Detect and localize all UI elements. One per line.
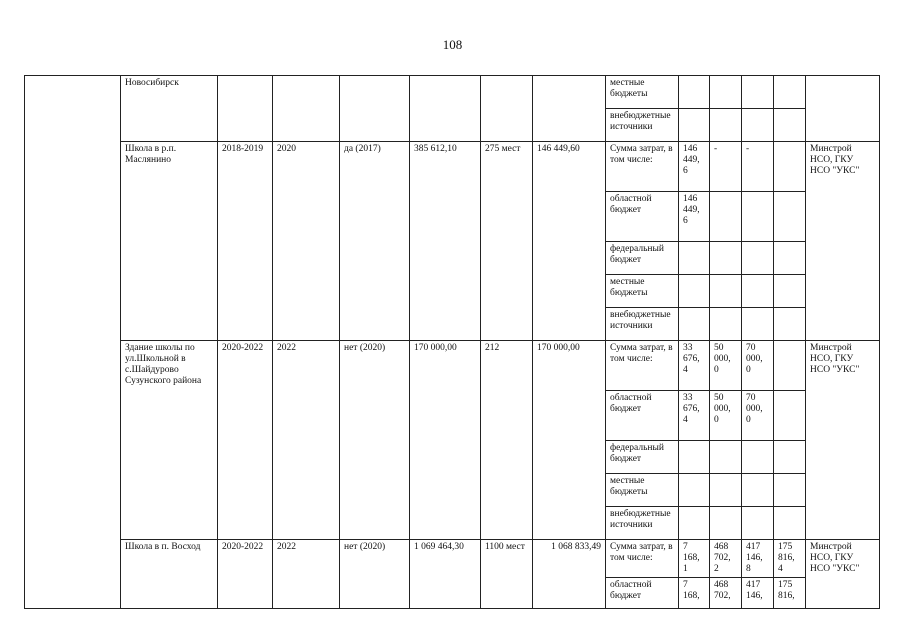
start-period-cell: 2020-2022	[218, 540, 273, 609]
amount-year-2-cell	[710, 474, 742, 507]
funding-source-cell: внебюджетные источники	[606, 109, 679, 142]
amount-year-2-cell	[710, 192, 742, 242]
funding-source-cell: областной бюджет	[606, 391, 679, 441]
finish-year-cell	[273, 76, 340, 142]
remaining-cost-cell: 170 000,00	[533, 341, 606, 540]
responsible-cell: Минстрой НСО, ГКУ НСО "УКС"	[806, 142, 880, 341]
amount-year-4-cell: 175 816,	[774, 578, 806, 609]
amount-year-4-cell	[774, 242, 806, 275]
amount-year-2-cell	[710, 507, 742, 540]
table-row	[25, 540, 880, 578]
amount-year-2-cell	[710, 441, 742, 474]
amount-year-4-cell	[774, 109, 806, 142]
remaining-cost-cell: 146 449,60	[533, 142, 606, 341]
amount-year-4-cell	[774, 192, 806, 242]
remaining-cost-cell: 1 068 833,49	[533, 540, 606, 609]
amount-year-4-cell	[774, 341, 806, 391]
amount-year-3-cell	[742, 242, 774, 275]
page-number: 108	[442, 37, 463, 52]
amount-year-1-cell	[679, 242, 710, 275]
start-period-cell: 2018-2019	[218, 142, 273, 341]
funding-source-cell: местные бюджеты	[606, 474, 679, 507]
capacity-cell	[481, 76, 533, 142]
amount-year-1-cell: 33 676, 4	[679, 391, 710, 441]
capacity-cell: 1100 мест	[481, 540, 533, 609]
funding-source-cell: внебюджетные источники	[606, 507, 679, 540]
amount-year-3-cell: 70 000, 0	[742, 391, 774, 441]
object-name-cell: Школа в р.п. Маслянино	[121, 142, 218, 341]
design-flag-cell: да (2017)	[340, 142, 410, 341]
amount-year-1-cell	[679, 474, 710, 507]
amount-year-3-cell: 70 000, 0	[742, 341, 774, 391]
amount-year-2-cell: -	[710, 142, 742, 192]
funding-source-cell: Сумма затрат, в том числе:	[606, 341, 679, 391]
amount-year-2-cell	[710, 242, 742, 275]
estimated-cost-cell: 170 000,00	[410, 341, 481, 540]
table-body	[25, 76, 880, 609]
amount-year-2-cell	[710, 109, 742, 142]
amount-year-4-cell	[774, 308, 806, 341]
amount-year-1-cell: 146 449, 6	[679, 192, 710, 242]
amount-year-1-cell: 146 449, 6	[679, 142, 710, 192]
estimated-cost-cell: 1 069 464,30	[410, 540, 481, 609]
amount-year-2-cell	[710, 275, 742, 308]
amount-year-4-cell	[774, 275, 806, 308]
amount-year-2-cell: 50 000, 0	[710, 341, 742, 391]
object-name-cell: Новосибирск	[121, 76, 218, 142]
finish-year-cell: 2020	[273, 142, 340, 341]
funding-source-cell: Сумма затрат, в том числе:	[606, 540, 679, 578]
remaining-cost-cell	[533, 76, 606, 142]
amount-year-4-cell	[774, 76, 806, 109]
funding-source-cell: областной бюджет	[606, 578, 679, 609]
index-column-cell	[25, 76, 121, 609]
funding-source-cell: местные бюджеты	[606, 76, 679, 109]
amount-year-3-cell	[742, 76, 774, 109]
design-flag-cell	[340, 76, 410, 142]
responsible-cell: Минстрой НСО, ГКУ НСО "УКС"	[806, 540, 880, 609]
capacity-cell: 275 мест	[481, 142, 533, 341]
amount-year-1-cell: 33 676, 4	[679, 341, 710, 391]
amount-year-2-cell	[710, 76, 742, 109]
amount-year-1-cell	[679, 507, 710, 540]
amount-year-1-cell	[679, 109, 710, 142]
amount-year-3-cell	[742, 507, 774, 540]
finish-year-cell: 2022	[273, 540, 340, 609]
amount-year-1-cell	[679, 76, 710, 109]
amount-year-1-cell	[679, 441, 710, 474]
funding-source-cell: федеральный бюджет	[606, 441, 679, 474]
design-flag-cell: нет (2020)	[340, 341, 410, 540]
table-row	[25, 341, 880, 391]
amount-year-3-cell	[742, 192, 774, 242]
funding-source-cell: областной бюджет	[606, 192, 679, 242]
object-name-cell: Здание школы по ул.Школьной в с.Шайдурово Сузунского района	[121, 341, 218, 540]
amount-year-2-cell: 468 702, 2	[710, 540, 742, 578]
amount-year-1-cell	[679, 275, 710, 308]
investment-table	[24, 75, 880, 609]
table-row	[25, 76, 880, 109]
amount-year-4-cell	[774, 507, 806, 540]
responsible-cell: Минстрой НСО, ГКУ НСО "УКС"	[806, 341, 880, 540]
amount-year-1-cell: 7 168, 1	[679, 540, 710, 578]
funding-source-cell: федеральный бюджет	[606, 242, 679, 275]
amount-year-4-cell	[774, 391, 806, 441]
amount-year-3-cell	[742, 441, 774, 474]
estimated-cost-cell: 385 612,10	[410, 142, 481, 341]
amount-year-3-cell	[742, 474, 774, 507]
funding-source-cell: внебюджетные источники	[606, 308, 679, 341]
responsible-cell	[806, 76, 880, 142]
amount-year-3-cell	[742, 308, 774, 341]
table-row	[25, 142, 880, 192]
amount-year-2-cell: 468 702,	[710, 578, 742, 609]
amount-year-4-cell	[774, 474, 806, 507]
funding-source-cell: Сумма затрат, в том числе:	[606, 142, 679, 192]
amount-year-3-cell: -	[742, 142, 774, 192]
amount-year-4-cell	[774, 142, 806, 192]
amount-year-1-cell	[679, 308, 710, 341]
amount-year-3-cell: 417 146, 8	[742, 540, 774, 578]
start-period-cell: 2020-2022	[218, 341, 273, 540]
funding-source-cell: местные бюджеты	[606, 275, 679, 308]
capacity-cell: 212	[481, 341, 533, 540]
amount-year-1-cell: 7 168,	[679, 578, 710, 609]
amount-year-4-cell: 175 816, 4	[774, 540, 806, 578]
amount-year-3-cell	[742, 109, 774, 142]
amount-year-3-cell: 417 146,	[742, 578, 774, 609]
amount-year-3-cell	[742, 275, 774, 308]
design-flag-cell: нет (2020)	[340, 540, 410, 609]
estimated-cost-cell	[410, 76, 481, 142]
amount-year-4-cell	[774, 441, 806, 474]
start-period-cell	[218, 76, 273, 142]
finish-year-cell: 2022	[273, 341, 340, 540]
amount-year-2-cell: 50 000, 0	[710, 391, 742, 441]
object-name-cell: Школа в п. Восход	[121, 540, 218, 609]
amount-year-2-cell	[710, 308, 742, 341]
